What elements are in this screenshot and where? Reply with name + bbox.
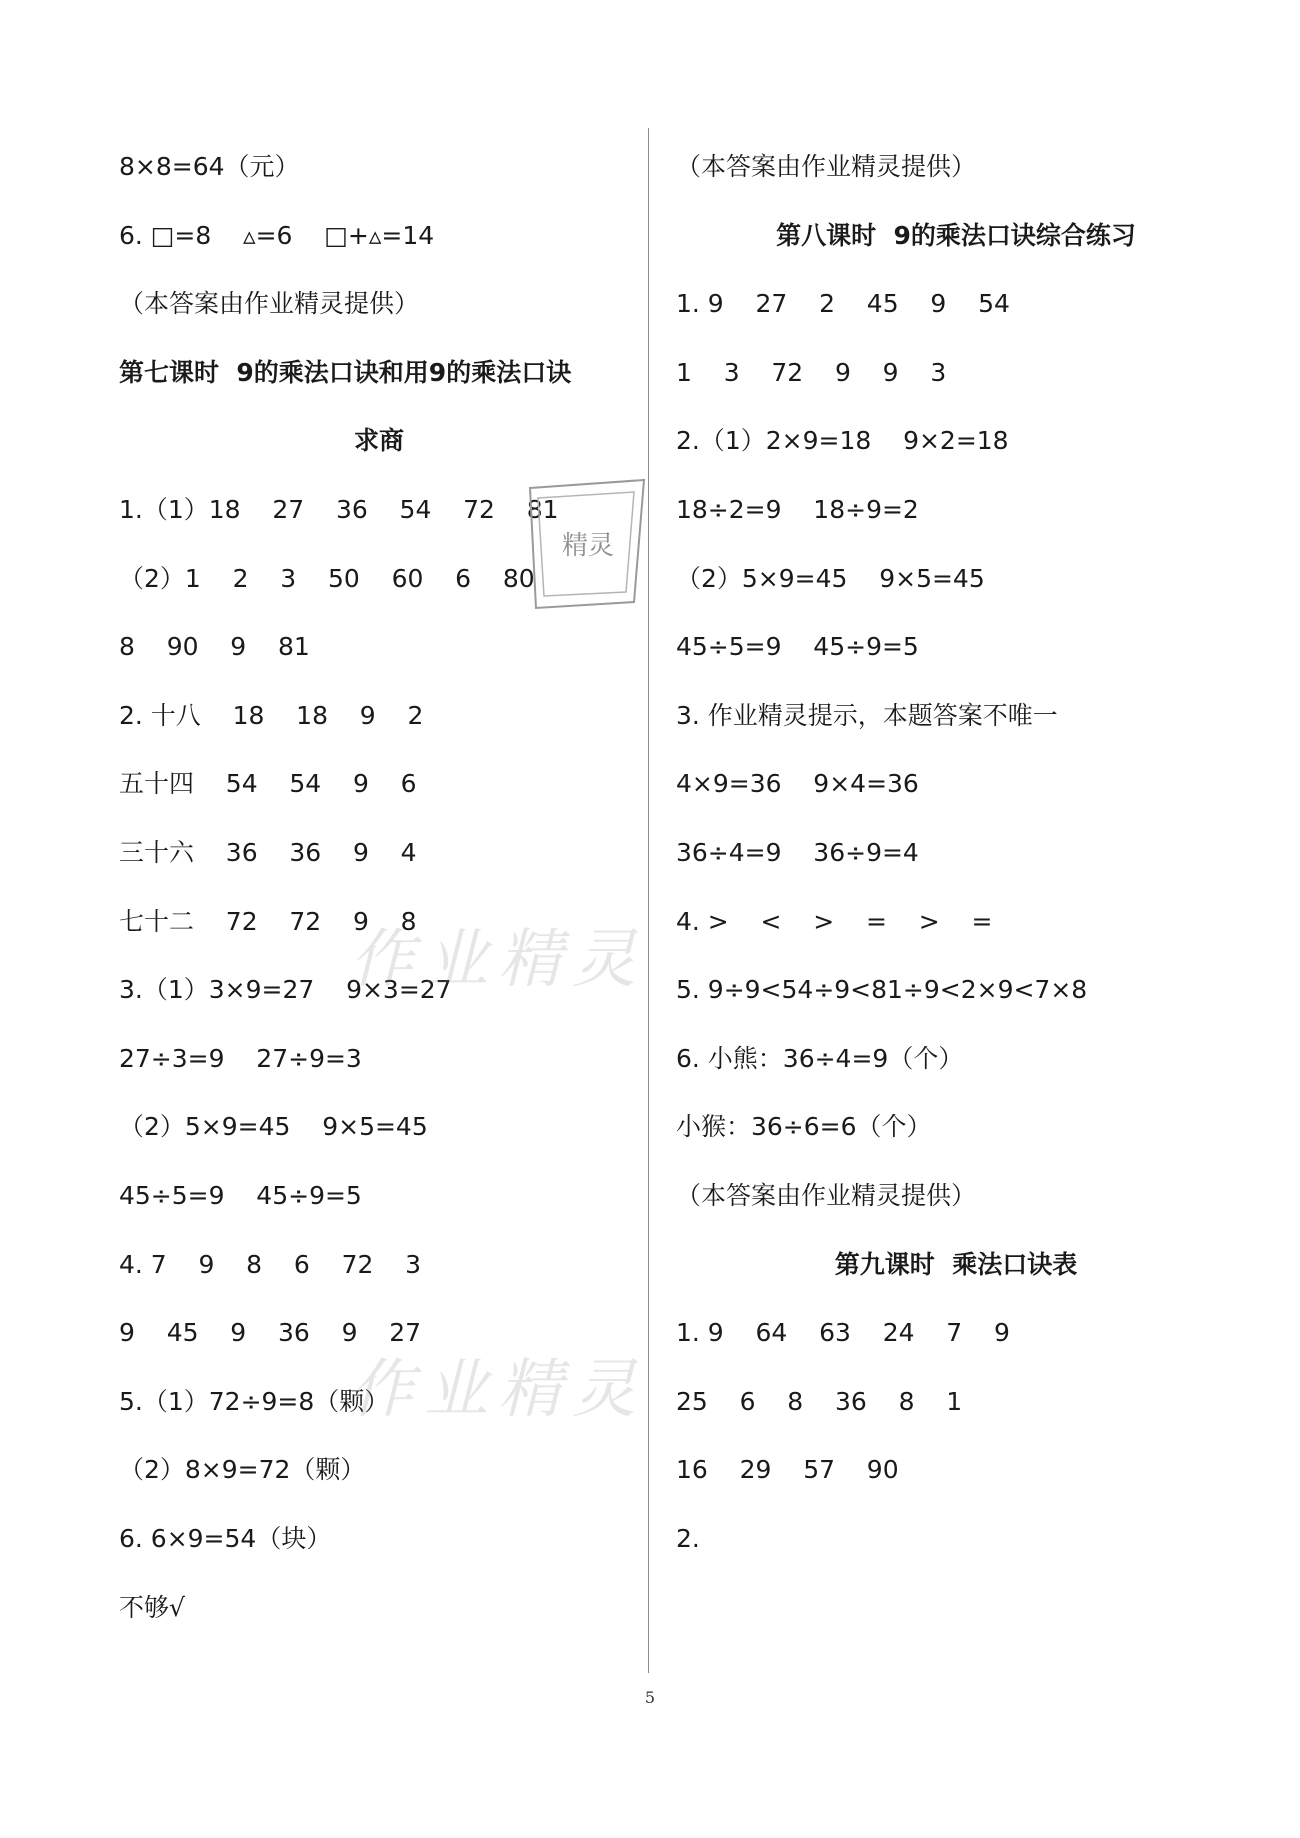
right-line: 2. <box>676 1524 700 1553</box>
left-line: 8 90 9 81 <box>119 632 310 662</box>
left-line: 6. 6×9=54（块） <box>119 1524 332 1553</box>
left-heading: 求商 <box>353 426 404 456</box>
app-stamp-logo <box>522 474 652 614</box>
right-line: （本答案由作业精灵提供） <box>676 1181 977 1210</box>
left-line: （本答案由作业精灵提供） <box>119 289 420 319</box>
left-line: 不够√ <box>119 1592 185 1622</box>
watermark-upper: 作业精灵 <box>350 923 646 997</box>
right-line: 2.（1）2×9=18 9×2=18 <box>676 426 1009 456</box>
right-line: 5. 9÷9<54÷9<81÷9<2×9<7×8 <box>676 975 1088 1005</box>
right-line: 4. > < > = > = <box>676 906 993 936</box>
right-line: 18÷2=9 18÷9=2 <box>676 495 919 524</box>
left-line: 七十二 72 72 9 8 <box>119 906 417 936</box>
left-line: 3.（1）3×9=27 9×3=27 <box>119 975 452 1005</box>
right-line: 4×9=36 9×4=36 <box>676 769 919 799</box>
right-line: 3. 作业精灵提示，本题答案不唯一 <box>676 700 1058 730</box>
left-line: 9 45 9 36 9 27 <box>119 1318 422 1348</box>
watermark-lower: 作业精灵 <box>350 1353 646 1427</box>
page-number: 5 <box>644 1688 656 1707</box>
left-line: 1.（1）18 27 36 54 72 81 <box>119 495 559 524</box>
left-line: 4. 7 9 8 6 72 3 <box>119 1249 422 1279</box>
right-line: （2）5×9=45 9×5=45 <box>676 563 985 593</box>
right-line: 1. 9 27 2 45 9 54 <box>676 289 1010 319</box>
left-line: 2. 十八 18 18 9 2 <box>119 700 424 730</box>
right-line: 6. 小熊：36÷4=9（个） <box>676 1043 964 1073</box>
right-line: （本答案由作业精灵提供） <box>676 152 977 181</box>
left-heading: 第七课时 9的乘法口诀和用9的乘法口诀 <box>119 357 572 387</box>
right-line: 36÷4=9 36÷9=4 <box>676 838 919 867</box>
right-line: 1. 9 64 63 24 7 9 <box>676 1318 1010 1348</box>
left-line: 5.（1）72÷9=8（颗） <box>119 1386 390 1416</box>
right-line: 小猴：36÷6=6（个） <box>676 1112 932 1142</box>
left-line: 三十六 36 36 9 4 <box>119 838 417 867</box>
right-line: 25 6 8 36 8 1 <box>676 1386 963 1416</box>
left-line: 27÷3=9 27÷9=3 <box>119 1043 362 1073</box>
left-line: 8×8=64（元） <box>119 152 300 181</box>
left-line: 6. □=8 ▵=6 □+▵=14 <box>119 220 435 250</box>
right-line: 1 3 72 9 9 3 <box>676 357 947 387</box>
left-line: （2）1 2 3 50 60 6 80 <box>119 563 535 593</box>
left-line: 五十四 54 54 9 6 <box>119 769 417 799</box>
stamp-text: 精灵 <box>562 531 615 561</box>
right-heading: 第八课时 9的乘法口诀综合练习 <box>776 220 1136 250</box>
column-divider <box>648 128 649 1673</box>
right-heading: 第九课时 乘法口诀表 <box>834 1249 1078 1279</box>
left-line: （2）5×9=45 9×5=45 <box>119 1112 428 1142</box>
left-line: （2）8×9=72（颗） <box>119 1455 366 1485</box>
right-line: 16 29 57 90 <box>676 1455 899 1485</box>
left-line: 45÷5=9 45÷9=5 <box>119 1181 362 1210</box>
right-line: 45÷5=9 45÷9=5 <box>676 632 919 662</box>
